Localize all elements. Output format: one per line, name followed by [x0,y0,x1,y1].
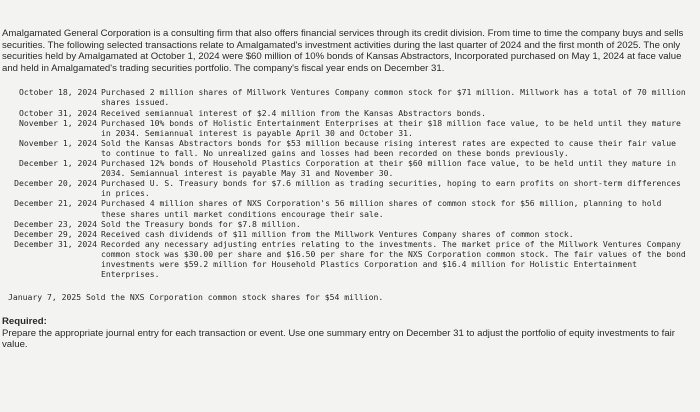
transaction-date: October 18, 2024 [19,87,97,98]
transaction-date: October 31, 2024 [19,107,97,118]
transaction-date: December 29, 2024 [14,228,97,239]
transaction-row [2,138,690,158]
transaction-text: Purchased 4 million shares of NXS Corporation's 56 million shares of common stock for $56 million, planning to hold these shares until market conditions encourage their sale. [101,198,662,219]
transaction-text: Received cash dividends of $11 million from the Millwork Ventures Company shares of common stock. [101,228,574,239]
transaction-row [2,178,690,198]
required-text: Prepare the appropriate journal entry for each transaction or event. Use one summary entry on December 31 to adjust the portfolio of equity investments to fair value. [2,327,675,351]
required-heading: Required: [2,316,47,328]
transaction-list [2,87,690,279]
transaction-row [2,239,690,279]
transaction-row [2,198,690,218]
transaction-date: December 21, 2024 [14,198,97,209]
transaction-row [2,229,690,239]
required-section [2,316,690,351]
transaction-date: November 1, 2024 [19,137,97,148]
transaction-date: December 1, 2024 [19,158,97,169]
transaction-text: Purchased 12% bonds of Household Plastics Corporation at their $60 million face value, to be held until they mature in 2034. Semiannual interest is payable May 31 and November 30. [101,158,676,179]
transaction-row [2,158,690,178]
january-transaction: January 7, 2025 Sold the NXS Corporation common stock shares for $54 million. [8,292,384,303]
transaction-row [2,108,690,118]
transaction-row [2,219,690,229]
transaction-text: Recorded any necessary adjusting entries relating to the investments. The market price of the Millwork Ventures Company common stock was $30.00 per share and $16.50 per share for the NXS Corporation common stock. The fair values of the bond investments were $59.2 million for Household Plastics Corporation and $16.4 million for Holistic Entertainment Enterprises. [101,238,686,280]
transaction-date: December 31, 2024 [14,238,97,249]
transaction-row [2,87,690,107]
transaction-text: Received semiannual interest of $2.4 million from the Kansas Abstractors bonds. [101,107,486,118]
transaction-text: Sold the Treasury bonds for $7.8 million. [101,218,301,229]
transaction-text: Sold the Kansas Abstractors bonds for $53 million because rising interest rates are expected to cause their fair value to continue to fall. No unrealized gains and losses had been recorded on these bonds previously. [101,137,676,158]
transaction-date: December 23, 2024 [14,218,97,229]
transaction-text: Purchased 2 million shares of Millwork Ventures Company common stock for $71 million. Millwork has a total of 70 million shares issued. [101,87,686,108]
transaction-text: Purchased 10% bonds of Holistic Entertainment Enterprises at their $18 million face value, to be held until they mature in 2034. Semiannual interest is payable April 30 and October 31. [101,117,681,138]
transaction-row [2,118,690,138]
transaction-date: November 1, 2024 [19,117,97,128]
transaction-text: Purchased U. S. Treasury bonds for $7.6 million as trading securities, hoping to earn profits on short-term differences in prices. [101,178,681,199]
problem-intro: Amalgamated General Corporation is a consulting firm that also offers financial services through its credit division. From time to time the company buys and sells securities. The following selected transactions relate to Amalgamated's investment activities during the last quarter of 2024 and the first month of 2025. The only securities held by Amalgamated at October 1, 2024 were $60 million of 10% bonds of Kansas Abstractors, Incorporated purchased on May 1, 2024 at face value and held in Amalgamated's trading securities portfolio. The company's fiscal year ends on December 31. [2,28,684,74]
transaction-date: December 20, 2024 [14,178,97,189]
